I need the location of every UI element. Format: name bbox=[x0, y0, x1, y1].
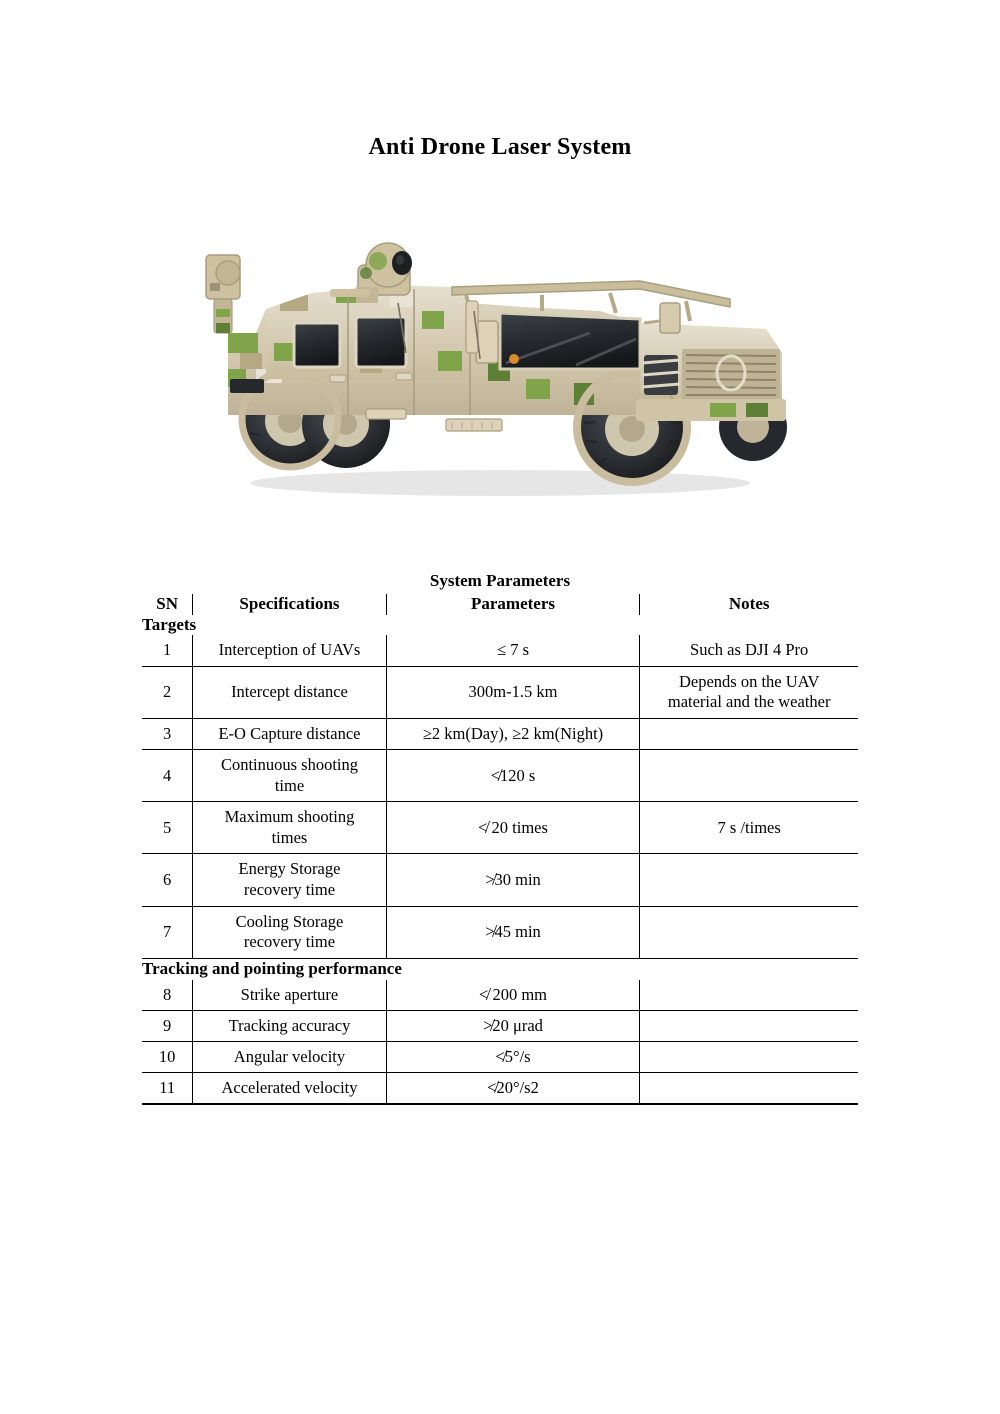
cell-notes bbox=[640, 854, 858, 906]
cell-spec-line1: Continuous shooting bbox=[220, 754, 358, 774]
cell-sn: 7 bbox=[142, 906, 193, 958]
cell-spec: Intercept distance bbox=[193, 666, 386, 718]
section-header-targets bbox=[142, 615, 858, 636]
cell-param: ≮ 20 times bbox=[386, 802, 640, 854]
column-header-notes: Notes bbox=[640, 594, 858, 615]
cell-param: ≥2 km(Day), ≥2 km(Night) bbox=[386, 718, 640, 749]
cell-spec bbox=[193, 802, 386, 854]
cell-notes: 7 s /times bbox=[640, 802, 858, 854]
cell-spec-line2: times bbox=[271, 827, 308, 847]
table-row bbox=[142, 718, 858, 749]
table-row bbox=[142, 980, 858, 1011]
rear-lamp-housing bbox=[230, 379, 264, 393]
cell-param: ≯30 min bbox=[386, 854, 640, 906]
vehicle-illustration bbox=[170, 183, 830, 513]
cell-spec: Tracking accuracy bbox=[193, 1010, 386, 1041]
table-header-row bbox=[142, 594, 858, 615]
cell-sn: 6 bbox=[142, 854, 193, 906]
cell-notes bbox=[640, 1041, 858, 1072]
column-header-parameters: Parameters bbox=[386, 594, 640, 615]
cell-spec: Strike aperture bbox=[193, 980, 386, 1011]
cell-sn: 3 bbox=[142, 718, 193, 749]
table-row bbox=[142, 854, 858, 906]
turret-arm bbox=[330, 289, 370, 297]
table-row bbox=[142, 906, 858, 958]
cell-param: ≮20°/s2 bbox=[386, 1073, 640, 1105]
cell-spec: E-O Capture distance bbox=[193, 718, 386, 749]
cell-notes bbox=[640, 1073, 858, 1105]
table-caption: System Parameters bbox=[429, 571, 571, 590]
section-title-tracking: Tracking and pointing performance bbox=[142, 958, 402, 978]
cell-spec bbox=[193, 749, 386, 801]
cell-spec: Interception of UAVs bbox=[193, 635, 386, 666]
vehicle-photo bbox=[170, 183, 830, 513]
cell-spec: Accelerated velocity bbox=[193, 1073, 386, 1105]
door-handle-rear bbox=[330, 375, 346, 382]
table-row bbox=[142, 802, 858, 854]
cell-sn: 11 bbox=[142, 1073, 193, 1105]
table-row bbox=[142, 666, 858, 718]
cell-notes-line1: Depends on the UAV bbox=[678, 671, 820, 691]
cell-param: ≮120 s bbox=[386, 749, 640, 801]
table-row bbox=[142, 1041, 858, 1072]
cell-notes bbox=[640, 1010, 858, 1041]
headlight-cluster bbox=[642, 355, 680, 395]
cell-spec-line1: Energy Storage bbox=[238, 859, 341, 879]
cell-sn: 9 bbox=[142, 1010, 193, 1041]
cell-param: ≤ 7 s bbox=[386, 635, 640, 666]
cell-param: ≯20 μrad bbox=[386, 1010, 640, 1041]
cell-sn: 10 bbox=[142, 1041, 193, 1072]
cell-sn: 4 bbox=[142, 749, 193, 801]
cell-param: ≮5°/s bbox=[386, 1041, 640, 1072]
ground-shadow bbox=[250, 470, 750, 496]
cell-spec-line1: Cooling Storage bbox=[235, 911, 344, 931]
rear-mast-sensor bbox=[206, 255, 240, 333]
step-rear bbox=[366, 409, 406, 419]
cell-spec: Angular velocity bbox=[193, 1041, 386, 1072]
cell-spec-line2: recovery time bbox=[243, 932, 336, 952]
system-parameters-table bbox=[142, 594, 858, 1105]
page-title: Anti Drone Laser System bbox=[368, 134, 632, 160]
table-row bbox=[142, 1073, 858, 1105]
side-window-front bbox=[356, 317, 406, 367]
cell-spec-line1: Maximum shooting bbox=[224, 807, 355, 827]
cell-notes bbox=[640, 906, 858, 958]
cell-notes: Such as DJI 4 Pro bbox=[640, 635, 858, 666]
cell-notes bbox=[640, 749, 858, 801]
cell-sn: 2 bbox=[142, 666, 193, 718]
cell-spec bbox=[193, 906, 386, 958]
cell-notes bbox=[640, 666, 858, 718]
table-row bbox=[142, 635, 858, 666]
cell-sn: 8 bbox=[142, 980, 193, 1011]
cell-param: ≯45 min bbox=[386, 906, 640, 958]
cell-notes-line2: material and the weather bbox=[667, 692, 831, 712]
door-handle-front bbox=[396, 373, 412, 380]
cell-spec-line2: time bbox=[274, 775, 305, 795]
step-front bbox=[446, 419, 502, 431]
section-header-tracking bbox=[142, 958, 858, 979]
table-row bbox=[142, 749, 858, 801]
marker-light bbox=[509, 354, 519, 364]
column-header-sn: SN bbox=[156, 594, 179, 613]
spec-table-area bbox=[142, 571, 858, 1105]
cell-param: ≮ 200 mm bbox=[386, 980, 640, 1011]
cell-sn: 1 bbox=[142, 635, 193, 666]
cell-sn: 5 bbox=[142, 802, 193, 854]
cell-spec bbox=[193, 854, 386, 906]
column-header-specifications: Specifications bbox=[193, 594, 386, 615]
table-row bbox=[142, 1010, 858, 1041]
cell-notes bbox=[640, 980, 858, 1011]
cell-spec-line2: recovery time bbox=[243, 880, 336, 900]
section-title-targets: Targets bbox=[142, 614, 197, 634]
cell-notes bbox=[640, 718, 858, 749]
side-window-rear bbox=[294, 323, 340, 367]
cell-param: 300m-1.5 km bbox=[386, 666, 640, 718]
